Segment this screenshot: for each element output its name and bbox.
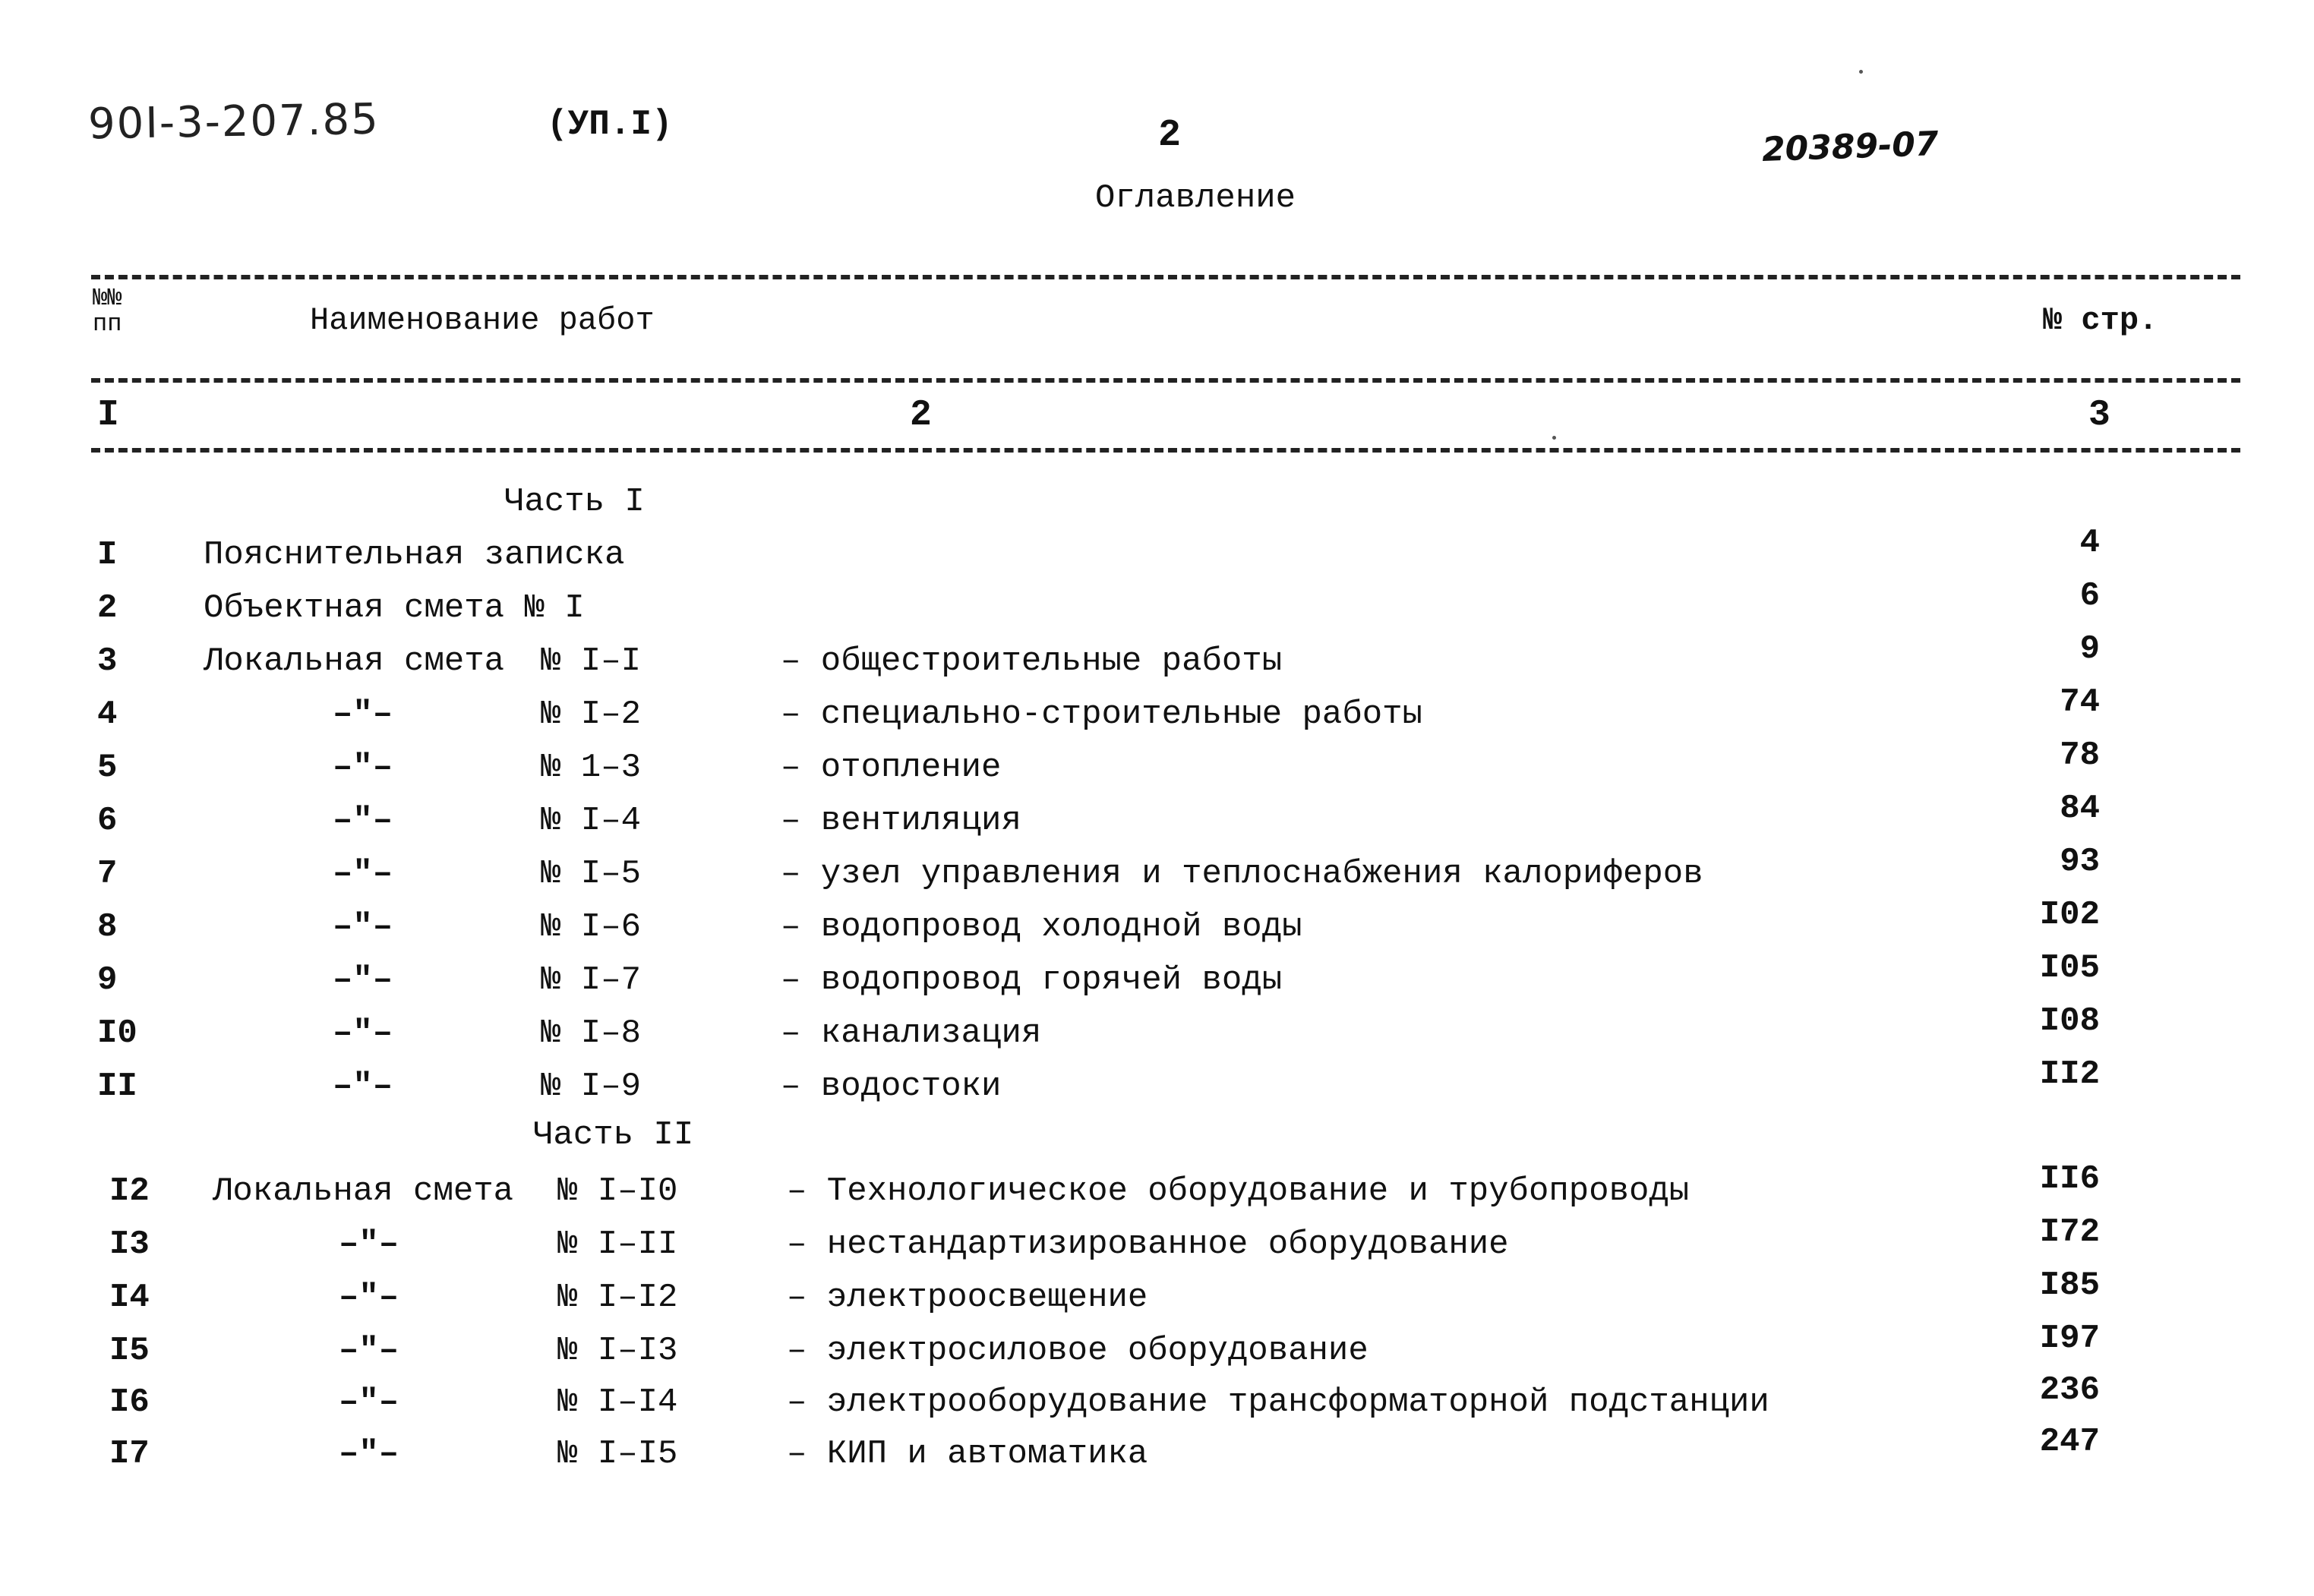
row-estimate-code: № 1–3	[541, 749, 642, 787]
row-page: II6	[2039, 1160, 2100, 1198]
row-ditto-mark: –"–	[333, 695, 393, 733]
row-description: – узел управления и теплоснабжения калориферов	[781, 855, 1703, 893]
column-number-3: 3	[2088, 395, 2110, 436]
row-estimate-code: № I–2	[541, 695, 642, 733]
row-estimate-code: № I–I3	[557, 1332, 678, 1370]
row-number: 7	[97, 855, 118, 893]
row-ditto-mark: –"–	[333, 908, 393, 946]
row-number: I2	[109, 1172, 150, 1210]
row-number: I6	[109, 1383, 150, 1421]
row-estimate-code: № I–4	[541, 802, 642, 840]
row-description: – вентиляция	[781, 802, 1021, 840]
row-page: I72	[2039, 1213, 2100, 1251]
row-ditto-mark: –"–	[339, 1279, 399, 1317]
row-ditto-mark: –"–	[333, 802, 393, 840]
row-page: 4	[2079, 524, 2100, 562]
row-estimate-code: № I–9	[541, 1068, 642, 1106]
row-description: – КИП и автоматика	[787, 1435, 1148, 1473]
scan-speck	[1859, 70, 1863, 74]
row-page: 74	[2060, 683, 2100, 721]
column-number-1: I	[97, 395, 119, 436]
row-estimate-code: № I–I5	[557, 1435, 678, 1473]
row-number: I5	[109, 1332, 150, 1370]
row-description: – водостоки	[781, 1068, 1002, 1106]
row-page: 78	[2060, 736, 2100, 774]
row-estimate-code: № I–I4	[557, 1383, 678, 1421]
row-description: – водопровод холодной воды	[781, 908, 1302, 946]
scan-speck	[1552, 436, 1556, 440]
row-number: I7	[109, 1435, 150, 1473]
table-row	[0, 683, 2314, 744]
document-number: 20389-07	[1761, 124, 1940, 170]
row-number: I4	[109, 1279, 150, 1317]
row-ditto-mark: –"–	[333, 855, 393, 893]
row-number: 8	[97, 908, 118, 946]
row-description: – Технологическое оборудование и трубопроводы	[787, 1172, 1690, 1210]
rule-colnum-bottom	[91, 448, 2240, 453]
row-estimate-code: № I–I	[541, 642, 642, 680]
row-ditto-mark: –"–	[333, 1014, 393, 1052]
table-row	[0, 843, 2314, 904]
row-ditto-mark: –"–	[333, 961, 393, 999]
section-heading-part2: Часть II	[533, 1116, 694, 1154]
rule-top	[91, 275, 2240, 279]
table-row	[0, 1423, 2314, 1484]
row-number: 3	[97, 642, 118, 680]
row-number: 6	[97, 802, 118, 840]
row-number: I0	[97, 1014, 137, 1052]
row-ditto-mark: –"–	[339, 1225, 399, 1263]
row-ditto-mark: –"–	[339, 1383, 399, 1421]
table-row	[0, 1160, 2314, 1221]
row-description: – специально-строительные работы	[781, 695, 1422, 733]
section-heading-part1: Часть I	[504, 483, 645, 521]
row-page: 236	[2039, 1371, 2100, 1409]
table-row	[0, 736, 2314, 797]
column-number-2: 2	[910, 395, 932, 436]
row-estimate-code: № I–6	[541, 908, 642, 946]
table-row	[0, 1371, 2314, 1432]
row-name: Объектная смета № I	[204, 589, 585, 627]
table-row	[0, 577, 2314, 638]
table-row	[0, 630, 2314, 691]
table-row	[0, 896, 2314, 957]
row-description: – отопление	[781, 749, 1002, 787]
row-description: – нестандартизированное оборудование	[787, 1225, 1509, 1263]
row-ditto-mark: –"–	[339, 1332, 399, 1370]
row-page: 247	[2039, 1423, 2100, 1461]
row-name: Пояснительная записка	[204, 536, 625, 574]
row-name: Локальная смета	[213, 1172, 514, 1210]
row-page: I05	[2039, 949, 2100, 987]
row-number: 4	[97, 695, 118, 733]
table-row	[0, 1002, 2314, 1063]
table-row	[0, 1320, 2314, 1380]
table-row	[0, 1055, 2314, 1116]
album-code: (УП.I)	[547, 105, 673, 144]
table-row	[0, 949, 2314, 1010]
row-estimate-code: № I–7	[541, 961, 642, 999]
row-description: – общестроительные работы	[781, 642, 1283, 680]
rule-header-bottom	[91, 378, 2240, 383]
row-number: 9	[97, 961, 118, 999]
designation-handwritten: 90I-3-207.85	[87, 94, 380, 150]
row-description: – электрооборудование трансформаторной подстанции	[787, 1383, 1769, 1421]
row-page: 9	[2079, 630, 2100, 668]
row-number: I	[97, 536, 118, 574]
table-row	[0, 1266, 2314, 1327]
table-row	[0, 790, 2314, 850]
row-description: – водопровод горячей воды	[781, 961, 1283, 999]
row-page: I85	[2039, 1266, 2100, 1304]
row-estimate-code: № I–I2	[557, 1279, 678, 1317]
row-estimate-code: № I–5	[541, 855, 642, 893]
row-description: – канализация	[781, 1014, 1042, 1052]
page-title: Оглавление	[1095, 179, 1296, 217]
row-description: – электросиловое оборудование	[787, 1332, 1369, 1370]
row-estimate-code: № I–I0	[557, 1172, 678, 1210]
row-estimate-code: № I–II	[557, 1225, 678, 1263]
row-page: 6	[2079, 577, 2100, 615]
row-ditto-mark: –"–	[339, 1435, 399, 1473]
row-page: II2	[2039, 1055, 2100, 1093]
row-name: Локальная смета	[204, 642, 505, 680]
row-page: I97	[2039, 1320, 2100, 1358]
page-number: 2	[1158, 114, 1182, 157]
row-estimate-code: № I–8	[541, 1014, 642, 1052]
row-number: 5	[97, 749, 118, 787]
table-row	[0, 524, 2314, 585]
row-number: II	[97, 1068, 137, 1106]
row-description: – электроосвещение	[787, 1279, 1148, 1317]
column-header-name: Наименование работ	[310, 302, 655, 339]
row-page: 93	[2060, 843, 2100, 881]
row-page: 84	[2060, 790, 2100, 828]
column-header-number: №№ пп	[93, 284, 122, 338]
row-ditto-mark: –"–	[333, 749, 393, 787]
column-header-page: № стр.	[2043, 302, 2158, 339]
row-page: I08	[2039, 1002, 2100, 1040]
row-number: 2	[97, 589, 118, 627]
table-row	[0, 1213, 2314, 1274]
row-ditto-mark: –"–	[333, 1068, 393, 1106]
row-page: I02	[2039, 896, 2100, 934]
row-number: I3	[109, 1225, 150, 1263]
